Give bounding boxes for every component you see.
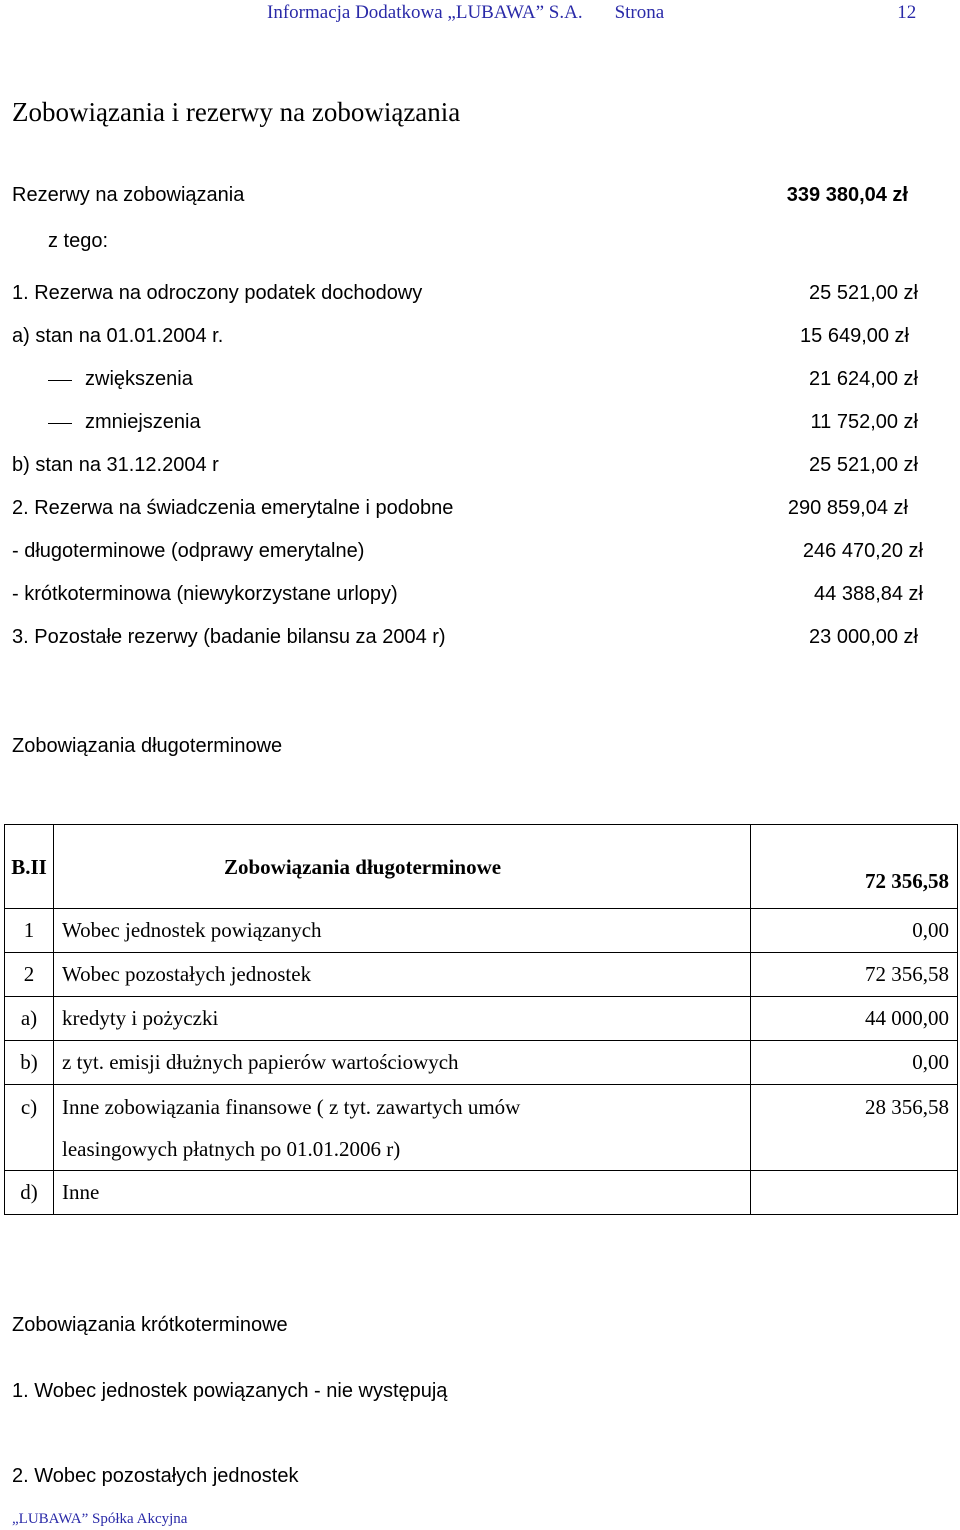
row-value: 44 000,00: [751, 997, 958, 1041]
short-term-leave-value: 44 388,84 zł: [814, 583, 923, 605]
deferred-tax-opening-value: 15 649,00 zł: [800, 325, 909, 347]
long-term-retirement-value: 246 470,20 zł: [802, 540, 923, 562]
row-label-line1: Inne zobowiązania finansowe ( z tyt. zawartych umów: [62, 1095, 521, 1119]
reserve-item1-label: 1. Rezerwa na odroczony podatek dochodowy: [12, 282, 423, 304]
table-header-row: [5, 825, 958, 909]
deferred-tax-closing-value: 25 521,00 zł: [809, 454, 918, 476]
row-label: z tyt. emisji dłużnych papierów wartościowych: [54, 1041, 751, 1085]
reserve-item2-value: 290 859,04 zł: [787, 497, 908, 519]
row-label: kredyty i pożyczki: [54, 997, 751, 1041]
table-row: [5, 953, 958, 997]
row-label: Wobec pozostałych jednostek: [54, 953, 751, 997]
table-head-value: 72 356,58: [751, 825, 958, 909]
row-code: c): [5, 1085, 54, 1171]
page-footer: „LUBAWA” Spółka Akcyjna: [12, 1511, 188, 1527]
table-head-code: B.II: [5, 825, 54, 909]
reserve-item3-value: 23 000,00 zł: [809, 626, 918, 648]
reserves-total: 339 380,04 zł: [786, 184, 908, 206]
table-row: [5, 1041, 958, 1085]
table-head-label: Zobowiązania długoterminowe: [54, 825, 751, 909]
dash-bullet: [48, 380, 72, 381]
decreases-value: 11 752,00 zł: [810, 411, 918, 433]
row-code: b): [5, 1041, 54, 1085]
section-title: Zobowiązania i rezerwy na zobowiązania: [12, 97, 461, 127]
deferred-tax-closing-label: b) stan na 31.12.2004 r: [12, 454, 219, 476]
row-label: Inne: [54, 1171, 751, 1215]
table-row: [5, 997, 958, 1041]
decreases-label: zmniejszenia: [85, 411, 201, 433]
row-value: 0,00: [751, 1041, 958, 1085]
row-code: 2: [5, 953, 54, 997]
reserves-label: Rezerwy na zobowiązania: [12, 184, 245, 206]
row-value: [751, 1171, 958, 1215]
of-which-label: z tego:: [48, 230, 109, 252]
row-label-multiline: [54, 1085, 751, 1171]
increases-value: 21 624,00 zł: [809, 368, 918, 390]
row-value: 28 356,58: [751, 1085, 958, 1171]
page-header: [267, 2, 916, 24]
short-term-heading: Zobowiązania krótkoterminowe: [12, 1314, 288, 1336]
short-term-item2: 2. Wobec pozostałych jednostek: [12, 1465, 299, 1487]
row-code: 1: [5, 909, 54, 953]
table-row: [5, 1171, 958, 1215]
header-title: Informacja Dodatkowa „LUBAWA” S.A.: [267, 2, 583, 23]
row-code: d): [5, 1171, 54, 1215]
short-term-leave-label: - krótkoterminowa (niewykorzystane urlopy): [12, 583, 398, 605]
header-page-number: 12: [897, 2, 917, 23]
reserve-item3-label: 3. Pozostałe rezerwy (badanie bilansu za 2004 r): [12, 626, 446, 648]
table-row: [5, 909, 958, 953]
long-term-table: [4, 824, 958, 1215]
row-value: 72 356,58: [751, 953, 958, 997]
reserve-item2-label: 2. Rezerwa na świadczenia emerytalne i podobne: [12, 497, 454, 519]
row-label: Wobec jednostek powiązanych: [54, 909, 751, 953]
reserve-item1-value: 25 521,00 zł: [809, 282, 918, 304]
increases-label: zwiększenia: [85, 368, 193, 390]
long-term-heading: Zobowiązania długoterminowe: [12, 735, 283, 757]
header-page-label: Strona: [614, 2, 665, 23]
long-term-retirement-label: - długoterminowe (odprawy emerytalne): [12, 540, 365, 562]
row-code: a): [5, 997, 54, 1041]
dash-bullet: [48, 423, 72, 424]
table-row: [5, 1085, 958, 1171]
deferred-tax-opening-label: a) stan na 01.01.2004 r.: [12, 325, 224, 347]
row-value: 0,00: [751, 909, 958, 953]
row-label-line2: leasingowych płatnych po 01.01.2006 r): [62, 1137, 401, 1161]
short-term-item1: 1. Wobec jednostek powiązanych - nie występują: [12, 1380, 448, 1402]
